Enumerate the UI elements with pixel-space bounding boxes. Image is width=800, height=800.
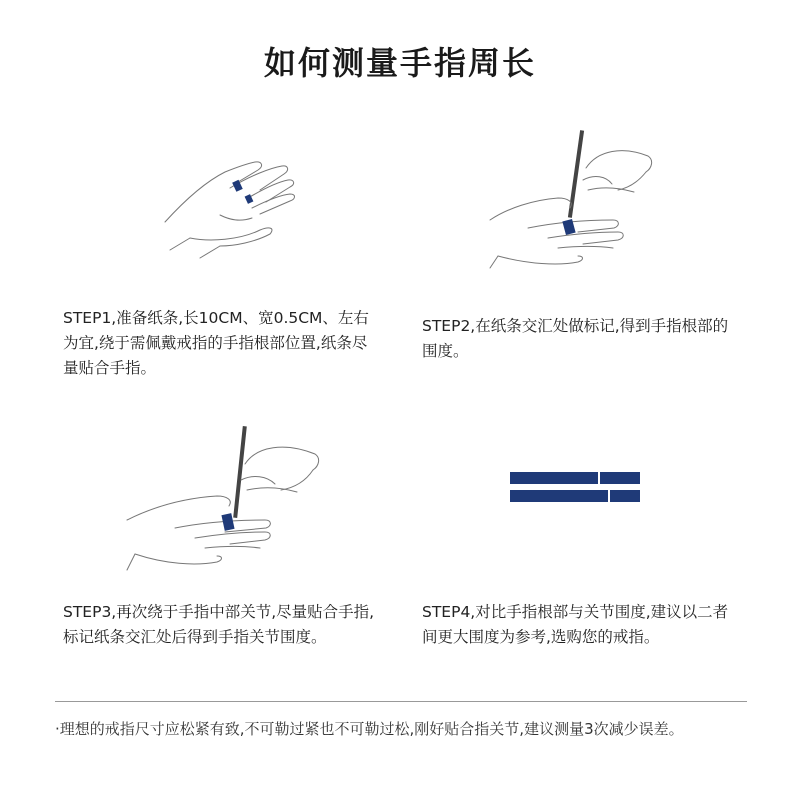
step-4-text: STEP4,对比手指根部与关节围度,建议以二者间更大围度为参考,选购您的戒指。 bbox=[422, 603, 729, 646]
hand-with-paper-strip-icon bbox=[160, 150, 320, 260]
paper-strips-compare-icon bbox=[510, 470, 642, 506]
step-3-text: STEP3,再次绕于手指中部关节,尽量贴合手指,标记纸条交汇处后得到手指关节围度。 bbox=[63, 603, 375, 646]
hand-marking-pen-icon bbox=[488, 128, 663, 273]
divider bbox=[55, 701, 747, 702]
hand-marking-joint-icon bbox=[125, 424, 325, 574]
measurement-note: ·理想的戒指尺寸应松紧有致,不可勒过紧也不可勒过松,刚好贴合指关节,建议测量3次减少误差。 bbox=[55, 720, 684, 738]
step-1-text: STEP1,准备纸条,长10CM、宽0.5CM、左右为宜,绕于需佩戴戒指的手指根部位置,纸条尽量贴合手指。 bbox=[63, 309, 369, 377]
step-2-text: STEP2,在纸条交汇处做标记,得到手指根部的围度。 bbox=[422, 317, 729, 360]
page-title: 如何测量手指周长 bbox=[263, 44, 536, 82]
